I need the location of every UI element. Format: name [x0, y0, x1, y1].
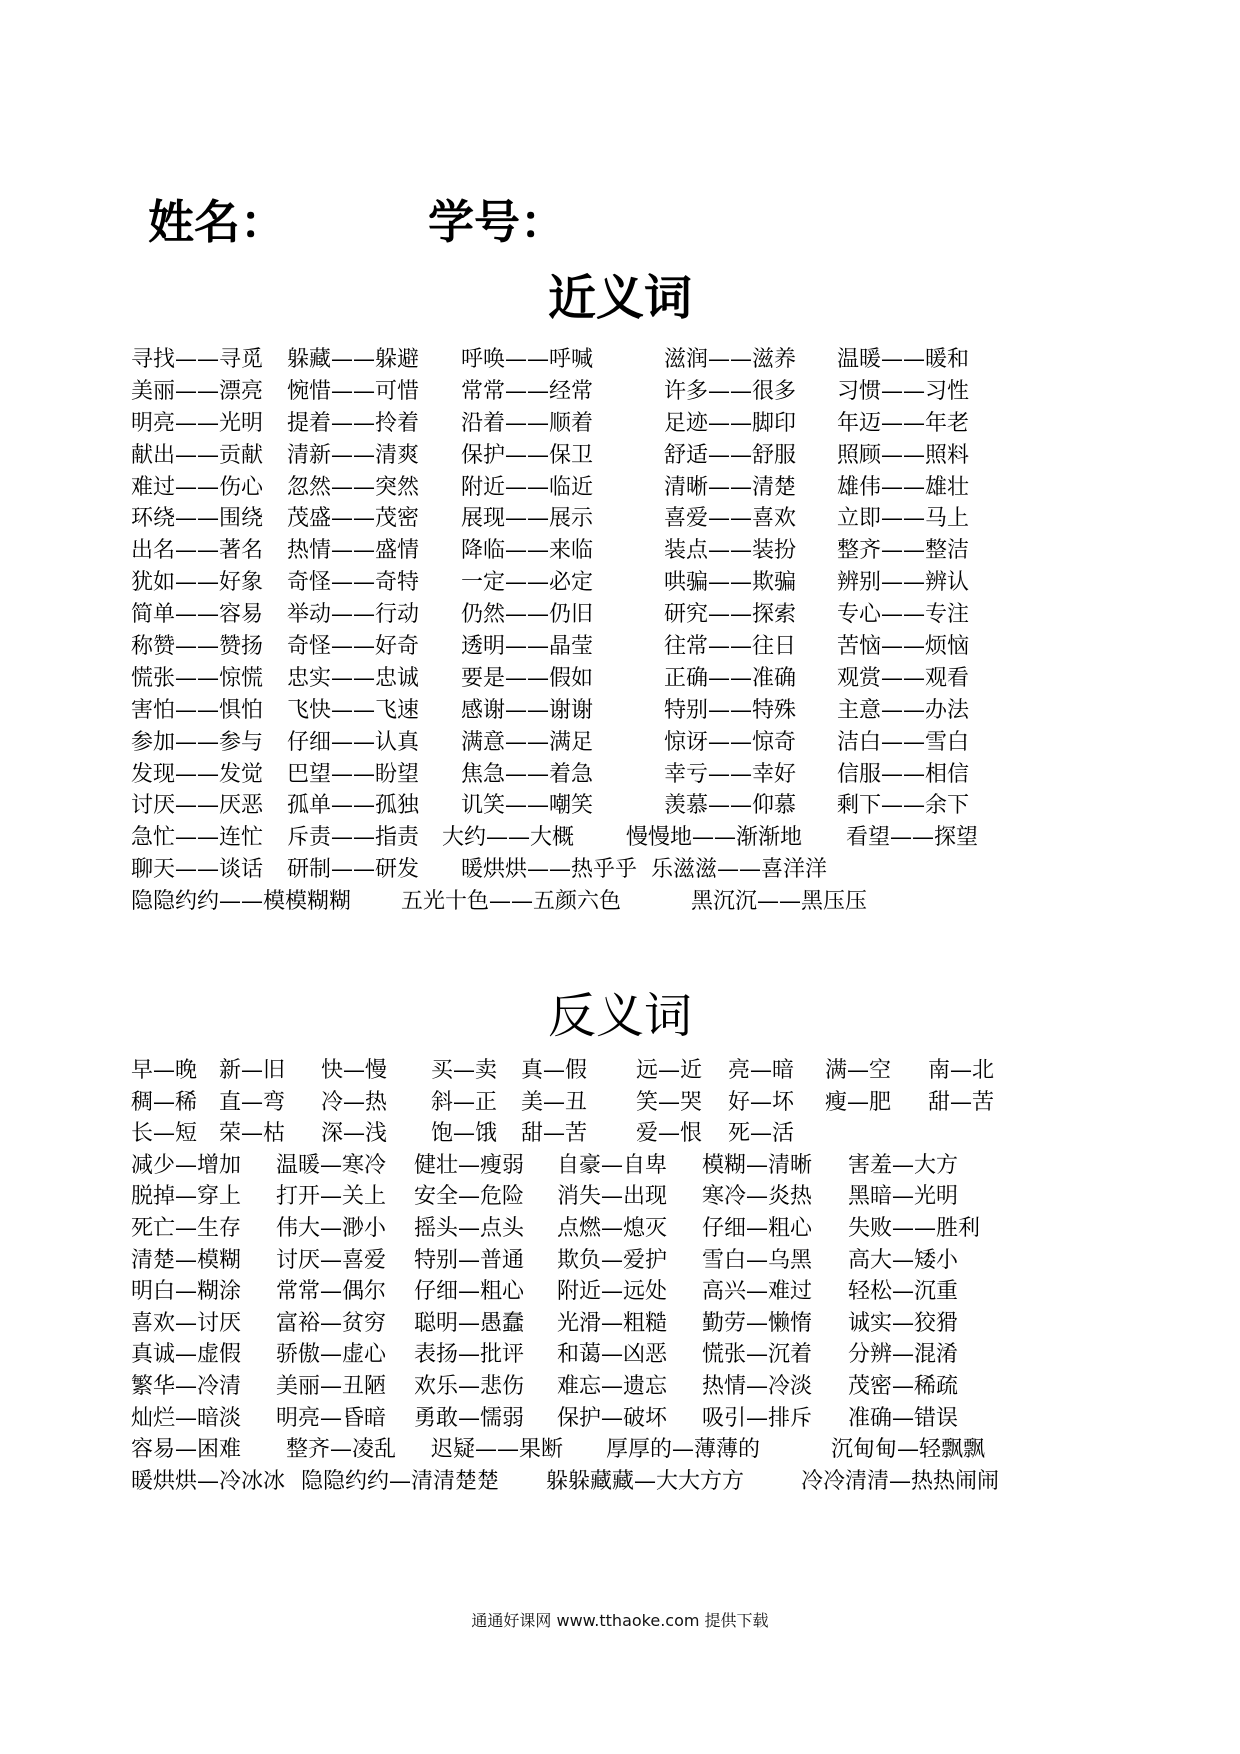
- synonyms-pair: 聊天——谈话: [131, 857, 264, 883]
- antonyms-pair: 早—晚: [131, 1058, 198, 1083]
- synonyms-pair: 附近——临近: [461, 474, 594, 500]
- synonyms-pair: 滋润——滋养: [664, 347, 797, 372]
- synonyms-pair: 立即——马上: [837, 506, 970, 532]
- synonyms-pair: 热情——盛情: [287, 538, 420, 564]
- antonyms-pair: 仔细—粗心: [702, 1215, 813, 1241]
- synonyms-row: [131, 824, 1131, 856]
- synonyms-pair: 照顾——照料: [837, 442, 970, 468]
- antonyms-pair: 热情—冷淡: [702, 1373, 813, 1399]
- antonyms-row: [131, 1405, 1131, 1437]
- antonyms-pair: 保护—破坏: [557, 1405, 668, 1431]
- synonyms-pair: 献出——贡献: [131, 442, 264, 468]
- antonyms-pair: 明白—糊涂: [131, 1279, 242, 1305]
- antonyms-pair: 甜—苦: [928, 1089, 995, 1115]
- antonyms-pair: 直—弯: [219, 1089, 286, 1115]
- synonyms-pair: 巴望——盼望: [287, 761, 420, 787]
- synonyms-pair: 讨厌——厌恶: [131, 793, 264, 819]
- synonyms-pair: 茂盛——茂密: [287, 506, 420, 532]
- synonyms-pair: 难过——伤心: [131, 474, 264, 500]
- synonyms-row: [131, 410, 1131, 442]
- synonyms-pair: 称赞——赞扬: [131, 634, 264, 660]
- antonyms-pair: 附近—远处: [557, 1279, 668, 1305]
- synonyms-pair: 辨别——辨认: [837, 570, 970, 596]
- antonyms-pair: 稠—稀: [131, 1089, 198, 1115]
- synonyms-pair: 犹如——好象: [131, 570, 264, 596]
- antonyms-pair: 喜欢—讨厌: [131, 1310, 242, 1336]
- antonyms-pair: 迟疑——果断: [431, 1437, 564, 1463]
- synonyms-pair: 透明——晶莹: [461, 634, 594, 660]
- synonyms-pair: 哄骗——欺骗: [664, 570, 797, 596]
- synonyms-pair: 习惯——习性: [837, 378, 970, 404]
- antonyms-pair: 饱—饿: [431, 1121, 498, 1147]
- synonyms-pair: 主意——办法: [837, 697, 970, 723]
- antonyms-pair: 聪明—愚蠢: [414, 1310, 525, 1336]
- synonyms-pair: 参加——参与: [131, 729, 264, 755]
- antonyms-pair: 和蔼—凶恶: [557, 1342, 668, 1368]
- antonyms-pair: 讨厌—喜爱: [276, 1247, 387, 1273]
- synonyms-row: [131, 729, 1131, 761]
- antonyms-pair: 轻松—沉重: [848, 1279, 959, 1305]
- synonyms-pair: 乐滋滋——喜洋洋: [651, 857, 828, 883]
- antonyms-pair: 满—空: [825, 1058, 892, 1083]
- antonyms-pair: 长—短: [131, 1121, 198, 1147]
- synonyms-pair: 整齐——整洁: [837, 538, 970, 564]
- synonyms-pair: 五光十色——五颜六色: [401, 889, 622, 915]
- antonyms-pair: 失败——胜利: [848, 1215, 981, 1241]
- antonyms-pair: 诚实—狡猾: [848, 1310, 959, 1336]
- antonyms-pair: 死亡—生存: [131, 1215, 242, 1241]
- synonyms-pair: 常常——经常: [461, 378, 594, 404]
- antonyms-pair: 买—卖: [431, 1058, 498, 1083]
- synonyms-pair: 幸亏——幸好: [664, 761, 797, 787]
- antonyms-pair: 真诚—虚假: [131, 1342, 242, 1368]
- antonyms-pair: 健壮—瘦弱: [414, 1152, 525, 1178]
- synonyms-pair: 呼唤——呼喊: [461, 347, 594, 372]
- antonyms-pair: 摇头—点头: [414, 1215, 525, 1241]
- synonyms-pair: 黑沉沉——黑压压: [691, 889, 868, 915]
- synonyms-pair: 仍然——仍旧: [461, 602, 594, 628]
- header-line: [148, 192, 566, 252]
- synonyms-pair: 许多——很多: [664, 378, 797, 404]
- synonyms-pair: 惊讶——惊奇: [664, 729, 797, 755]
- synonyms-pair: 隐隐约约——模模糊糊: [131, 889, 352, 915]
- antonyms-pair: 斜—正: [431, 1089, 498, 1115]
- synonyms-pair: 一定——必定: [461, 570, 594, 596]
- synonyms-pair: 焦急——着急: [461, 761, 594, 787]
- antonyms-pair: 冷冷清清—热热闹闹: [801, 1468, 1000, 1494]
- synonyms-pair: 忠实——忠诚: [287, 665, 420, 691]
- antonyms-pair: 难忘—遗忘: [557, 1373, 668, 1399]
- antonyms-pair: 消失—出现: [557, 1184, 668, 1210]
- synonyms-pair: 苦恼——烦恼: [837, 634, 970, 660]
- synonyms-row: [131, 792, 1131, 824]
- synonyms-pair: 洁白——雪白: [837, 729, 970, 755]
- antonyms-pair: 爱—恨: [636, 1121, 703, 1147]
- antonyms-pair: 脱掉—穿上: [131, 1184, 242, 1210]
- antonyms-row: [131, 1183, 1131, 1215]
- synonyms-pair: 信服——相信: [837, 761, 970, 787]
- synonyms-row: [131, 633, 1131, 665]
- antonyms-pair: 笑—哭: [636, 1089, 703, 1115]
- synonyms-pair: 举动——行动: [287, 602, 420, 628]
- antonyms-pair: 南—北: [928, 1058, 995, 1083]
- antonyms-row: [131, 1468, 1131, 1500]
- synonyms-pair: 寻找——寻觅: [131, 347, 264, 372]
- synonyms-pair: 羡慕——仰慕: [664, 793, 797, 819]
- synonyms-pair: 斥责——指责: [287, 825, 420, 851]
- antonyms-pair: 高大—矮小: [848, 1247, 959, 1273]
- antonyms-pair: 富裕—贫穷: [276, 1310, 387, 1336]
- synonyms-pair: 奇怪——好奇: [287, 634, 420, 660]
- antonyms-row: [131, 1057, 1131, 1089]
- synonyms-pair: 往常——往日: [664, 634, 797, 660]
- synonyms-row: [131, 569, 1131, 601]
- antonyms-row: [131, 1120, 1131, 1152]
- antonyms-pair: 分辨—混淆: [848, 1342, 959, 1368]
- synonyms-pair: 环绕——围绕: [131, 506, 264, 532]
- synonyms-pair: 大约——大概: [442, 825, 575, 851]
- synonyms-pair: 清晰——清楚: [664, 474, 797, 500]
- antonyms-pair: 光滑—粗糙: [557, 1310, 668, 1336]
- antonyms-pair: 安全—危险: [414, 1184, 525, 1210]
- synonyms-pair: 惋惜——可惜: [287, 378, 420, 404]
- synonyms-pair: 慌张——惊慌: [131, 665, 264, 691]
- synonyms-pair: 足迹——脚印: [664, 410, 797, 436]
- antonyms-row: [131, 1278, 1131, 1310]
- antonyms-row: [131, 1341, 1131, 1373]
- antonyms-pair: 快—慢: [321, 1058, 388, 1083]
- antonyms-pair: 准确—错误: [848, 1405, 959, 1431]
- student-id-label: 学号：: [428, 195, 566, 249]
- synonyms-pair: 沿着——顺着: [461, 410, 594, 436]
- synonyms-row: [131, 537, 1131, 569]
- antonyms-row: [131, 1436, 1131, 1468]
- antonyms-pair: 远—近: [636, 1058, 703, 1083]
- antonyms-pair: 寒冷—炎热: [702, 1184, 813, 1210]
- synonyms-pair: 年迈——年老: [837, 410, 970, 436]
- antonyms-title: 反义词: [547, 988, 692, 1044]
- antonyms-pair: 温暖—寒冷: [276, 1152, 387, 1178]
- antonyms-pair: 美丽—丑陋: [276, 1373, 387, 1399]
- antonyms-pair: 隐隐约约—清清楚楚: [301, 1468, 500, 1494]
- antonyms-pair: 厚厚的—薄薄的: [606, 1437, 761, 1463]
- synonyms-pair: 观赏——观看: [837, 665, 970, 691]
- antonyms-pair: 减少—增加: [131, 1152, 242, 1178]
- antonyms-pair: 自豪—自卑: [557, 1152, 668, 1178]
- antonyms-pair: 新—旧: [219, 1058, 286, 1083]
- synonyms-pair: 奇怪——奇特: [287, 570, 420, 596]
- synonyms-row: [131, 378, 1131, 410]
- antonyms-pair: 明亮—昏暗: [276, 1405, 387, 1431]
- antonyms-pair: 沉甸甸—轻飘飘: [831, 1437, 986, 1463]
- synonyms-row: [131, 761, 1131, 793]
- antonyms-pair: 好—坏: [728, 1089, 795, 1115]
- antonyms-pair: 深—浅: [321, 1121, 388, 1147]
- synonyms-pair: 躲藏——躲避: [287, 347, 420, 372]
- synonyms-pair: 保护——保卫: [461, 442, 594, 468]
- synonyms-pair: 提着——拎着: [287, 410, 420, 436]
- antonyms-row: [131, 1247, 1131, 1279]
- antonyms-pair: 容易—困难: [131, 1437, 242, 1463]
- name-label: 姓名：: [148, 195, 286, 249]
- antonyms-pair: 伟大—渺小: [276, 1215, 387, 1241]
- antonyms-pair: 荣—枯: [219, 1121, 286, 1147]
- synonyms-pair: 装点——装扮: [664, 538, 797, 564]
- synonyms-pair: 看望——探望: [846, 825, 979, 851]
- antonyms-pair: 勤劳—懒惰: [702, 1310, 813, 1336]
- antonyms-pair: 骄傲—虚心: [276, 1342, 387, 1368]
- antonyms-pair: 欺负—爱护: [557, 1247, 668, 1273]
- antonyms-pair: 繁华—冷清: [131, 1373, 242, 1399]
- synonyms-pair: 简单——容易: [131, 602, 264, 628]
- synonyms-row: [131, 856, 1131, 888]
- antonyms-row: [131, 1310, 1131, 1342]
- synonyms-pair: 降临——来临: [461, 538, 594, 564]
- synonyms-pair: 讥笑——嘲笑: [461, 793, 594, 819]
- antonyms-row: [131, 1215, 1131, 1247]
- synonyms-pair: 要是——假如: [461, 665, 594, 691]
- antonyms-pair: 打开—关上: [276, 1184, 387, 1210]
- antonyms-pair: 吸引—排斥: [702, 1405, 813, 1431]
- footer-credit: 通通好课网 www.tthaoke.com 提供下载: [471, 1611, 769, 1630]
- synonyms-pair: 正确——准确: [664, 665, 797, 691]
- antonyms-pair: 甜—苦: [521, 1121, 588, 1147]
- antonyms-pair: 害羞—大方: [848, 1152, 959, 1178]
- synonyms-title: 近义词: [547, 270, 692, 326]
- antonyms-pair: 暖烘烘—冷冰冰: [131, 1468, 286, 1494]
- synonyms-pair: 仔细——认真: [287, 729, 420, 755]
- antonyms-pair: 常常—偶尔: [276, 1279, 387, 1305]
- synonyms-pair: 感谢——谢谢: [461, 697, 594, 723]
- antonyms-pair: 慌张—沉着: [702, 1342, 813, 1368]
- synonyms-pair: 出名——著名: [131, 538, 264, 564]
- synonyms-pair: 喜爱——喜欢: [664, 506, 797, 532]
- synonyms-row: [131, 601, 1131, 633]
- antonyms-pair: 黑暗—光明: [848, 1184, 959, 1210]
- synonyms-pair: 研制——研发: [287, 857, 420, 883]
- antonyms-pair: 美—丑: [521, 1089, 588, 1115]
- synonyms-pair: 慢慢地——渐渐地: [626, 825, 803, 851]
- antonyms-pair: 表扬—批评: [414, 1342, 525, 1368]
- synonyms-pair: 满意——满足: [461, 729, 594, 755]
- synonyms-pair: 雄伟——雄壮: [837, 474, 970, 500]
- synonyms-row: [131, 505, 1131, 537]
- antonyms-pair: 模糊—清晰: [702, 1152, 813, 1178]
- synonyms-pair: 清新——清爽: [287, 442, 420, 468]
- antonyms-list: [131, 1057, 1131, 1499]
- antonyms-pair: 真—假: [521, 1058, 588, 1083]
- synonyms-pair: 飞快——飞速: [287, 697, 420, 723]
- synonyms-pair: 温暖——暖和: [837, 347, 970, 372]
- antonyms-pair: 死—活: [728, 1121, 795, 1147]
- synonyms-pair: 研究——探索: [664, 602, 797, 628]
- synonyms-pair: 剩下——余下: [837, 793, 970, 819]
- antonyms-row: [131, 1089, 1131, 1121]
- synonyms-pair: 舒适——舒服: [664, 442, 797, 468]
- synonyms-list: [131, 346, 1131, 920]
- antonyms-pair: 亮—暗: [728, 1058, 795, 1083]
- antonyms-pair: 雪白—乌黑: [702, 1247, 813, 1273]
- synonyms-pair: 孤单——孤独: [287, 793, 420, 819]
- synonyms-pair: 明亮——光明: [131, 410, 264, 436]
- antonyms-pair: 躲躲藏藏—大大方方: [546, 1468, 745, 1494]
- antonyms-pair: 茂密—稀疏: [848, 1373, 959, 1399]
- synonyms-row: [131, 442, 1131, 474]
- antonyms-pair: 特别—普通: [414, 1247, 525, 1273]
- antonyms-pair: 仔细—粗心: [414, 1279, 525, 1305]
- antonyms-pair: 清楚—模糊: [131, 1247, 242, 1273]
- antonyms-pair: 整齐—凌乱: [286, 1437, 397, 1463]
- synonyms-pair: 美丽——漂亮: [131, 378, 264, 404]
- antonyms-row: [131, 1152, 1131, 1184]
- antonyms-pair: 欢乐—悲伤: [414, 1373, 525, 1399]
- synonyms-row: [131, 474, 1131, 506]
- antonyms-pair: 点燃—熄灭: [557, 1215, 668, 1241]
- synonyms-row: [131, 665, 1131, 697]
- synonyms-pair: 害怕——惧怕: [131, 697, 264, 723]
- synonyms-pair: 展现——展示: [461, 506, 594, 532]
- synonyms-pair: 急忙——连忙: [131, 825, 264, 851]
- antonyms-pair: 灿烂—暗淡: [131, 1405, 242, 1431]
- antonyms-pair: 瘦—肥: [825, 1089, 892, 1115]
- synonyms-pair: 忽然——突然: [287, 474, 420, 500]
- synonyms-pair: 发现——发觉: [131, 761, 264, 787]
- antonyms-pair: 冷—热: [321, 1089, 388, 1115]
- synonyms-row: [131, 346, 1131, 378]
- antonyms-pair: 勇敢—懦弱: [414, 1405, 525, 1431]
- synonyms-pair: 特别——特殊: [664, 697, 797, 723]
- synonyms-row: [131, 888, 1131, 920]
- antonyms-row: [131, 1373, 1131, 1405]
- antonyms-pair: 高兴—难过: [702, 1279, 813, 1305]
- synonyms-pair: 专心——专注: [837, 602, 970, 628]
- synonyms-row: [131, 697, 1131, 729]
- synonyms-pair: 暖烘烘——热乎乎: [461, 857, 638, 883]
